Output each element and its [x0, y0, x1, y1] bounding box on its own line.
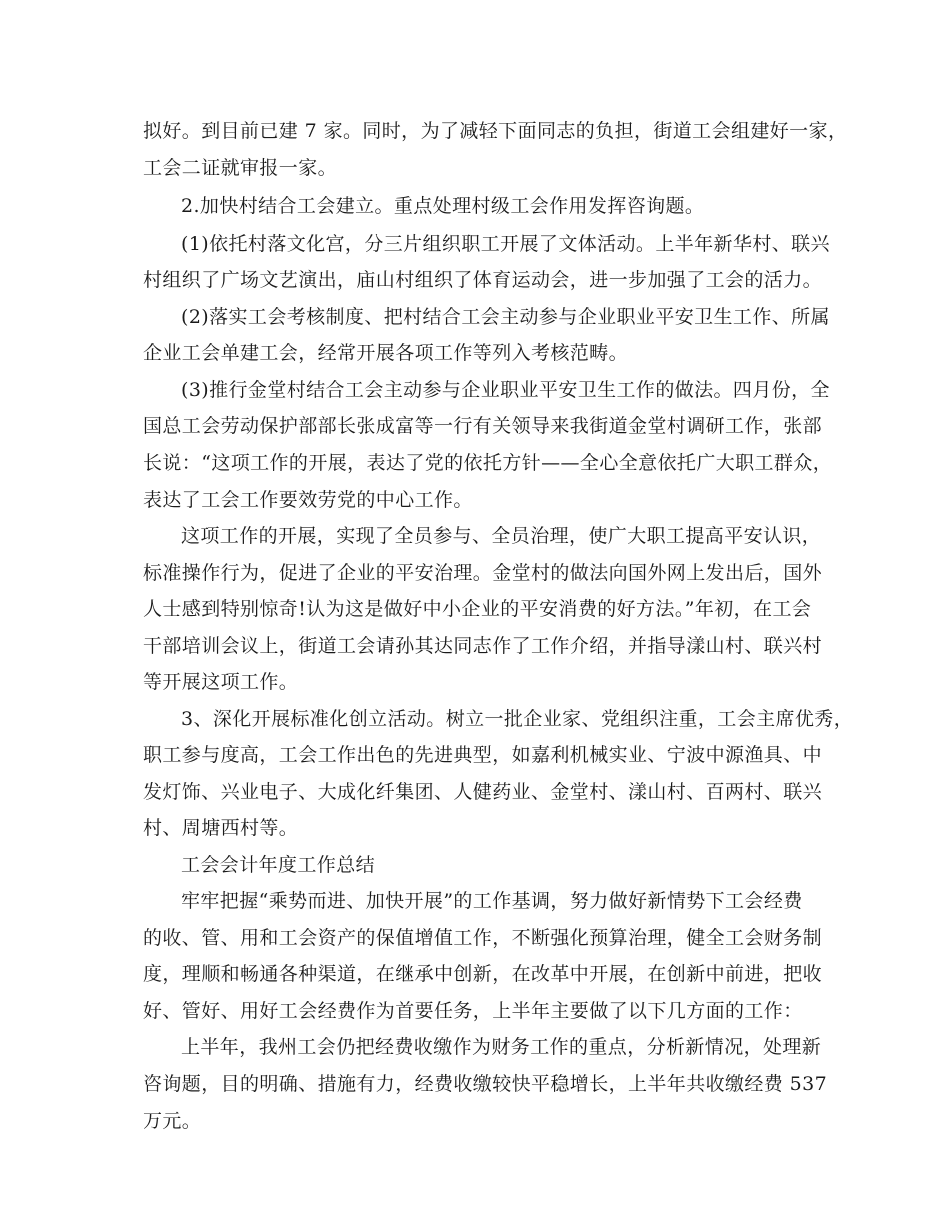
text-line: (1)依托村落文化宫，分三片组织职工开展了文体活动。上半年新华村、联兴: [181, 233, 830, 255]
text-line: (3)推行金堂村结合工会主动参与企业职业平安卫生工作的做法。四月份，全: [181, 379, 830, 401]
text-line: 职工参与度高，工会工作出色的先进典型，如嘉利机械实业、宁波中源渔具、中: [143, 744, 823, 766]
text-line: 咨询题，目的明确、措施有力，经费收缴较快平稳增长，上半年共收缴经费 537: [143, 1073, 828, 1095]
text-line: 工会二证就审报一家。: [143, 157, 338, 179]
text-line: 万元。: [143, 1110, 202, 1132]
text-line: 村、周塘西村等。: [143, 817, 299, 839]
text-line: 3、深化开展标准化创立活动。树立一批企业家、党组织注重，工会主席优秀，: [181, 708, 854, 730]
text-line: 牢牢把握“乘势而进、加快开展”的工作基调，努力做好新情势下工会经费: [181, 890, 803, 912]
text-line: 等开展这项工作。: [143, 671, 299, 693]
text-line: 度，理顺和畅通各种渠道，在继承中创新，在改革中开展，在创新中前进，把收: [143, 963, 823, 985]
text-line: 企业工会单建工会，经常开展各项工作等列入考核范畴。: [143, 342, 629, 364]
text-line: 干部培训会议上，街道工会请孙其达同志作了工作介绍，并指导漾山村、联兴村: [143, 635, 823, 657]
section-heading: 工会会计年度工作总结: [181, 854, 376, 876]
text-line: 2.加快村结合工会建立。重点处理村级工会作用发挥咨询题。: [181, 195, 705, 217]
text-line: 标准操作行为，促进了企业的平安治理。金堂村的做法向国外网上发出后，国外: [143, 562, 823, 584]
text-line: 长说：“这项工作的开展，表达了党的依托方针——全心全意依托广大职工群众，: [143, 452, 833, 474]
text-line: 发灯饰、兴业电子、大成化纤集团、人健药业、金堂村、漾山村、百两村、联兴: [143, 781, 823, 803]
text-line: 国总工会劳动保护部部长张成富等一行有关领导来我街道金堂村调研工作，张部: [143, 415, 823, 437]
text-line: 拟好。到目前已建 7 家。同时，为了减轻下面同志的负担，街道工会组建好一家，: [143, 120, 848, 142]
text-line: 这项工作的开展，实现了全员参与、全员治理，使广大职工提高平安认识，: [181, 525, 822, 547]
text-line: (2)落实工会考核制度、把村结合工会主动参与企业职业平安卫生工作、所属: [181, 306, 830, 328]
text-line: 好、管好、用好工会经费作为首要任务，上半年主要做了以下几方面的工作：: [143, 1000, 803, 1022]
text-line: 人士感到特别惊奇!认为这是做好中小企业的平安消费的好方法。”年初，在工会: [143, 598, 812, 620]
text-line: 的收、管、用和工会资产的保值增值工作，不断强化预算治理，健全工会财务制: [143, 927, 823, 949]
text-line: 村组织了广场文艺演出，庙山村组织了体育运动会，进一步加强了工会的活力。: [143, 269, 823, 291]
text-line: 表达了工会工作要效劳党的中心工作。: [143, 489, 473, 511]
text-line: 上半年，我州工会仍把经费收缴作为财务工作的重点，分析新情况，处理新: [181, 1036, 822, 1058]
